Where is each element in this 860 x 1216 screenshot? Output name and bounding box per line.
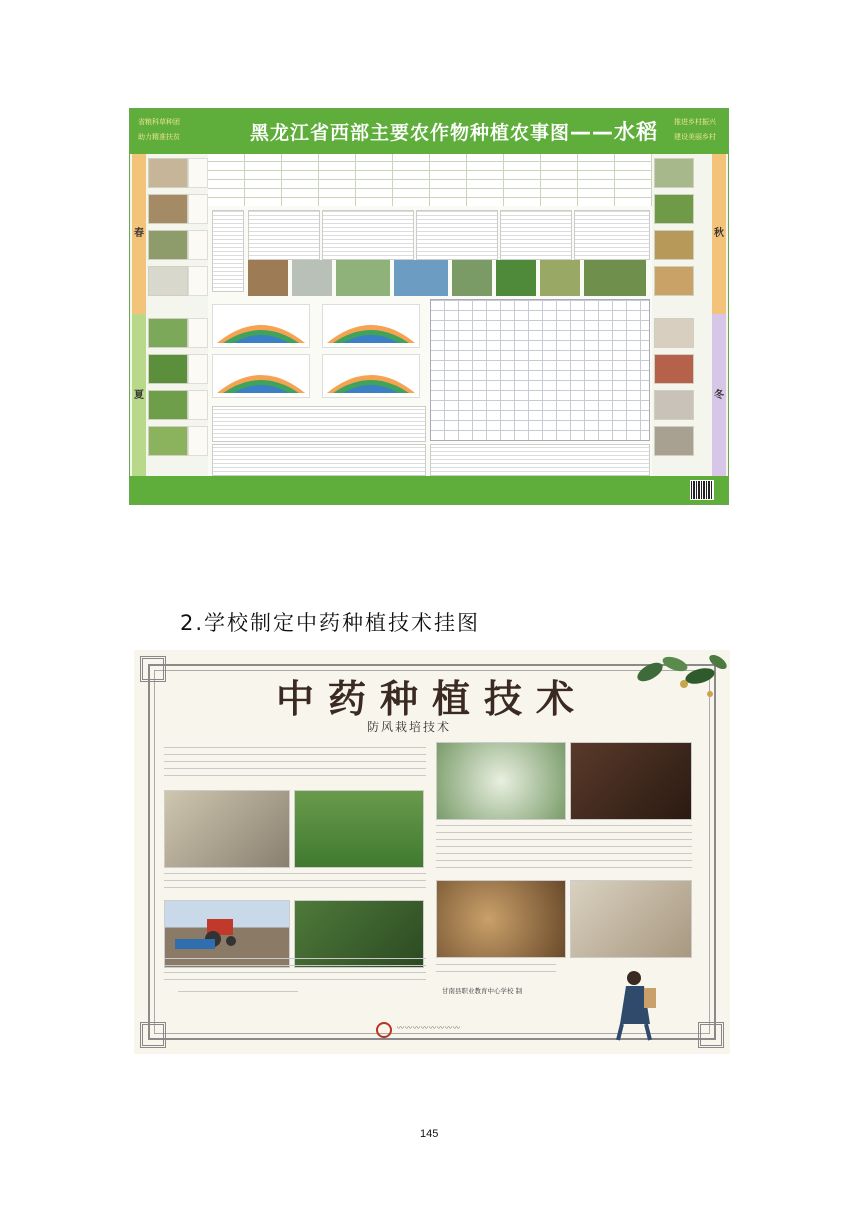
season-spring: 春 — [134, 228, 144, 239]
corner-ornament — [698, 1022, 724, 1048]
slogan-right — [674, 115, 716, 145]
slogan-right-line-2: 建设美丽乡村 — [674, 133, 716, 141]
text-block — [212, 444, 426, 476]
root-photo — [570, 742, 692, 820]
season-winter: 冬 — [714, 390, 724, 401]
herbal-planting-poster — [134, 650, 730, 1054]
field-photo — [452, 260, 492, 296]
thumb-note — [188, 318, 208, 348]
thumb-photo — [148, 194, 188, 224]
text-paragraph — [164, 952, 426, 986]
field-photo — [540, 260, 580, 296]
field-photo — [584, 260, 646, 296]
growth-chart-svg — [213, 305, 309, 347]
growth-chart — [322, 354, 420, 398]
poster-title — [250, 116, 659, 146]
thumb-photo — [148, 426, 188, 456]
text-block — [430, 444, 650, 476]
thumb-photo — [148, 354, 188, 384]
text-block — [248, 210, 320, 260]
thumb-note — [188, 230, 208, 260]
thumb-photo — [148, 390, 188, 420]
text-block — [416, 210, 498, 260]
school-logo-text: 〰〰〰〰〰〰〰〰 — [397, 1024, 461, 1032]
thumb-photo — [654, 426, 694, 456]
thumb-note — [188, 354, 208, 384]
thumb-photo — [654, 158, 694, 188]
season-autumn: 秋 — [714, 228, 724, 239]
text-block — [500, 210, 572, 260]
poster-credit: 甘南县职业教育中心学校 制 — [442, 987, 523, 995]
text-block — [322, 210, 414, 260]
poster-subtitle: 防风栽培技术 — [366, 720, 451, 734]
thumb-photo — [148, 266, 188, 296]
growth-chart-svg — [323, 305, 419, 347]
growth-chart — [322, 304, 420, 348]
thumb-photo — [654, 354, 694, 384]
field-photo — [496, 260, 536, 296]
rice-farming-calendar-poster — [129, 108, 729, 505]
slogan-left — [138, 115, 180, 145]
growth-chart-svg — [213, 355, 309, 397]
field-photo — [336, 260, 390, 296]
text-block — [212, 210, 244, 292]
calendar-table-header — [208, 154, 652, 206]
text-paragraph — [164, 742, 426, 782]
text-block — [574, 210, 650, 260]
right-season-column — [650, 154, 728, 478]
thumb-photo — [148, 230, 188, 260]
thumb-photo — [654, 194, 694, 224]
corner-ornament — [140, 1022, 166, 1048]
seed-photo — [164, 790, 290, 868]
growth-charts — [212, 296, 422, 401]
thumb-note — [188, 266, 208, 296]
season-summer: 夏 — [134, 390, 144, 401]
slogan-left-line-2: 助力精准扶贫 — [138, 133, 180, 141]
text-paragraph — [178, 990, 298, 998]
field-photo — [394, 260, 448, 296]
corner-ornament — [140, 656, 166, 682]
thumb-photo — [654, 318, 694, 348]
text-paragraph — [164, 870, 426, 894]
left-season-column — [130, 154, 208, 478]
thumb-photo — [654, 230, 694, 260]
growth-chart — [212, 354, 310, 398]
poster-title-crop: ——水稻 — [570, 120, 659, 144]
school-logo — [376, 1022, 392, 1038]
field-photo — [292, 260, 332, 296]
poster-header — [130, 109, 728, 154]
slogan-right-line-1: 推进乡村振兴 — [674, 118, 716, 126]
growth-chart-svg — [323, 355, 419, 397]
page-number: 145 — [420, 1128, 439, 1140]
poster-footer — [130, 476, 728, 504]
growth-chart — [212, 304, 310, 348]
poster-title: 中药种植技术 — [275, 676, 588, 721]
text-paragraph — [436, 962, 556, 978]
field-photo — [248, 260, 288, 296]
dried-root-photo — [570, 880, 692, 958]
farmer-illustration — [610, 964, 670, 1044]
seedling-field-photo — [294, 790, 424, 868]
flower-photo — [436, 742, 566, 820]
section-heading: 2.学校制定中药种植技术挂图 — [180, 611, 481, 635]
text-block — [212, 406, 426, 442]
thumb-photo — [148, 158, 188, 188]
pesticide-table — [430, 299, 650, 441]
thumb-note — [188, 390, 208, 420]
thumb-note — [188, 426, 208, 456]
poster-center-panel — [208, 154, 652, 478]
barcode — [690, 480, 714, 500]
slogan-left-line-1: 省粮科草种团 — [138, 118, 180, 126]
root-slices-photo — [436, 880, 566, 958]
poster-title-main: 黑龙江省西部主要农作物种植农事图 — [250, 122, 571, 144]
thumb-photo — [148, 318, 188, 348]
thumb-note — [188, 158, 208, 188]
text-paragraph — [436, 824, 692, 874]
thumb-photo — [654, 390, 694, 420]
thumb-photo — [654, 266, 694, 296]
thumb-note — [188, 194, 208, 224]
